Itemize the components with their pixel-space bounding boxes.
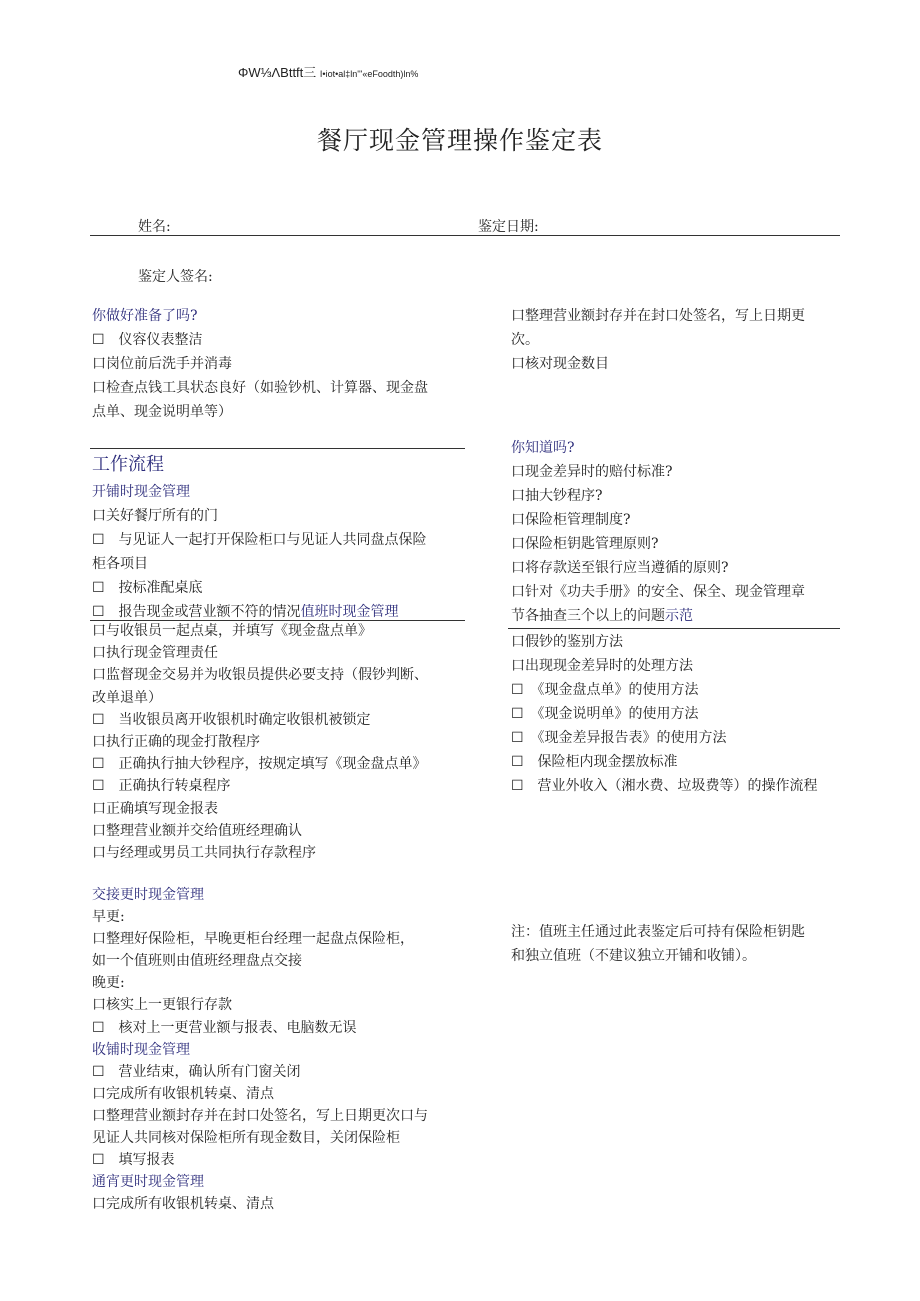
checklist-item: 口检查点钱工具状态良好（如验钞机、计算器、现金盘 xyxy=(92,380,428,396)
workflow-section xyxy=(92,450,472,624)
duty-heading: 值班时现金管理 xyxy=(300,604,399,620)
checklist-item: ☐ 正确执行抽大钞程序，按规定填写《现金盘点单》 xyxy=(92,756,427,773)
name-label: 姓名: xyxy=(138,219,171,235)
document-code xyxy=(238,62,418,81)
checklist-item: ☐ 保险柜内现金摆放标准 xyxy=(511,754,678,770)
checklist-item: ☐ 营业外收入（湘水费、垃圾费等）的操作流程 xyxy=(511,778,818,794)
checklist-item: 口整理营业额封存并在封口处签名，写上日期更 xyxy=(511,308,805,324)
checklist-item: 口整理营业额并交给值班经理确认 xyxy=(92,822,302,839)
checklist-item: ☐ 填写报表 xyxy=(92,1152,175,1169)
demo-heading: 示范 xyxy=(665,608,693,624)
closing-heading: 收铺时现金管理 xyxy=(92,1041,190,1058)
document-code-main: ΦW⅓ΛBttft三 xyxy=(238,65,317,80)
checklist-item: 如一个值班则由值班经理盘点交接 xyxy=(92,953,302,970)
checklist-item: 口执行现金管理责任 xyxy=(92,645,218,662)
know-section xyxy=(511,436,851,628)
checklist-item: 口针对《功夫手册》的安全、保全、现金管理章 xyxy=(511,584,805,600)
note-line: 注：值班主任通过此表鉴定后可持有保险柜钥匙 xyxy=(511,924,805,940)
checklist-item: 见证人共同核对保险柜所有现金数目，关闭保险柜 xyxy=(92,1130,400,1147)
checklist-item: 口监督现金交易并为收银员提供必要支持（假钞判断、 xyxy=(92,667,428,684)
checklist-item: 柜各项目 xyxy=(92,556,148,572)
demo-divider xyxy=(508,628,840,629)
workflow-heading: 工作流程 xyxy=(92,454,164,475)
checklist-item: ☐ 核对上一更营业额与报表、电脑数无误 xyxy=(92,1019,357,1036)
checklist-item: 口假钞的鉴别方法 xyxy=(511,634,623,650)
checklist-item: ☐ 《现金说明单》的使用方法 xyxy=(511,706,699,722)
page-title: 餐厅现金管理操作鉴定表 xyxy=(316,126,603,155)
checklist-item-text: 节各抽查三个以上的问题 xyxy=(511,608,665,624)
note-section xyxy=(511,920,851,968)
checklist-item: 早更: xyxy=(92,909,125,926)
checklist-item: ☐ 《现金差异报告表》的使用方法 xyxy=(511,730,727,746)
checklist-item: 口保险柜钥匙管理原则? xyxy=(511,536,659,552)
right-top-section xyxy=(511,304,851,376)
checklist-item: 口保险柜管理制度? xyxy=(511,512,631,528)
know-heading: 你知道吗? xyxy=(511,440,575,456)
checklist-item: 口正确填写现金报表 xyxy=(92,800,218,817)
signer-label: 鉴定人签名: xyxy=(138,269,213,285)
checklist-item: 口出现现金差异时的处理方法 xyxy=(511,658,693,674)
checklist-item xyxy=(511,604,851,628)
checklist-item: 晚更: xyxy=(92,975,125,992)
demo-section xyxy=(511,630,851,798)
checklist-item-text: ☐ 报告现金或营业额不符的情况 xyxy=(92,604,301,620)
checklist-item: 口将存款送至银行应当遵循的原则? xyxy=(511,560,729,576)
checklist-item: 口岗位前后洗手并消毒 xyxy=(92,356,232,372)
checklist-item: 口现金差异时的赔付标准? xyxy=(511,464,673,480)
shift-section xyxy=(92,884,472,1215)
checklist-item: 口完成所有收银机转桌、清点 xyxy=(92,1085,274,1102)
checklist-item: ☐ 正确执行转桌程序 xyxy=(92,778,231,795)
checklist-item: 口整理营业额封存并在封口处签名，写上日期更次口与 xyxy=(92,1107,428,1124)
left-column xyxy=(92,304,472,424)
checklist-item: 口与收银员一起点桌，并填写《现金盘点单》 xyxy=(92,623,372,639)
fields-divider xyxy=(90,235,840,236)
checklist-item: ☐ 当收银员离开收银机时确定收银机被锁定 xyxy=(92,711,371,728)
checklist-item: 改单退单） xyxy=(92,689,162,706)
checklist-item: 次。 xyxy=(511,332,539,348)
checklist-item: 口核对现金数目 xyxy=(511,356,609,372)
note-line: 和独立值班（不建议独立开铺和收铺）。 xyxy=(511,948,756,964)
shift-heading: 交接更时现金管理 xyxy=(92,887,204,903)
checklist-item: ☐ 《现金盘点单》的使用方法 xyxy=(511,682,699,698)
duty-section xyxy=(92,620,472,864)
checklist-item: 口整理好保险柜，早晚更柜台经理一起盘点保险柜， xyxy=(92,931,414,948)
checklist-item: ☐ 与见证人一起打开保险柜口与见证人共同盘点保险 xyxy=(92,532,427,548)
checklist-item: 口抽大钞程序? xyxy=(511,488,603,504)
date-label: 鉴定日期: xyxy=(478,219,539,235)
document-code-small: I•iot•al‡ln'''«eFoodth)ln% xyxy=(319,69,419,79)
prep-heading: 你做好准备了吗? xyxy=(92,308,198,324)
checklist-item: ☐ 按标准配桌底 xyxy=(92,580,203,596)
checklist-item: 口核实上一更银行存款 xyxy=(92,997,232,1014)
checklist-item: 口执行正确的现金打散程序 xyxy=(92,734,260,751)
prep-divider xyxy=(90,448,465,449)
checklist-item: 口关好餐厅所有的门 xyxy=(92,508,218,524)
checklist-item: 口与经理或男员工共同执行存款程序 xyxy=(92,845,316,862)
checklist-item: ☐ 仪容仪表整洁 xyxy=(92,332,203,348)
checklist-item: ☐ 营业结束，确认所有门窗关闭 xyxy=(92,1063,301,1080)
opening-heading: 开铺时现金管理 xyxy=(92,484,190,500)
checklist-item: 口完成所有收银机转桌、清点 xyxy=(92,1196,274,1213)
overnight-heading: 通宵更时现金管理 xyxy=(92,1174,204,1191)
checklist-item: 点单、现金说明单等） xyxy=(92,404,232,420)
